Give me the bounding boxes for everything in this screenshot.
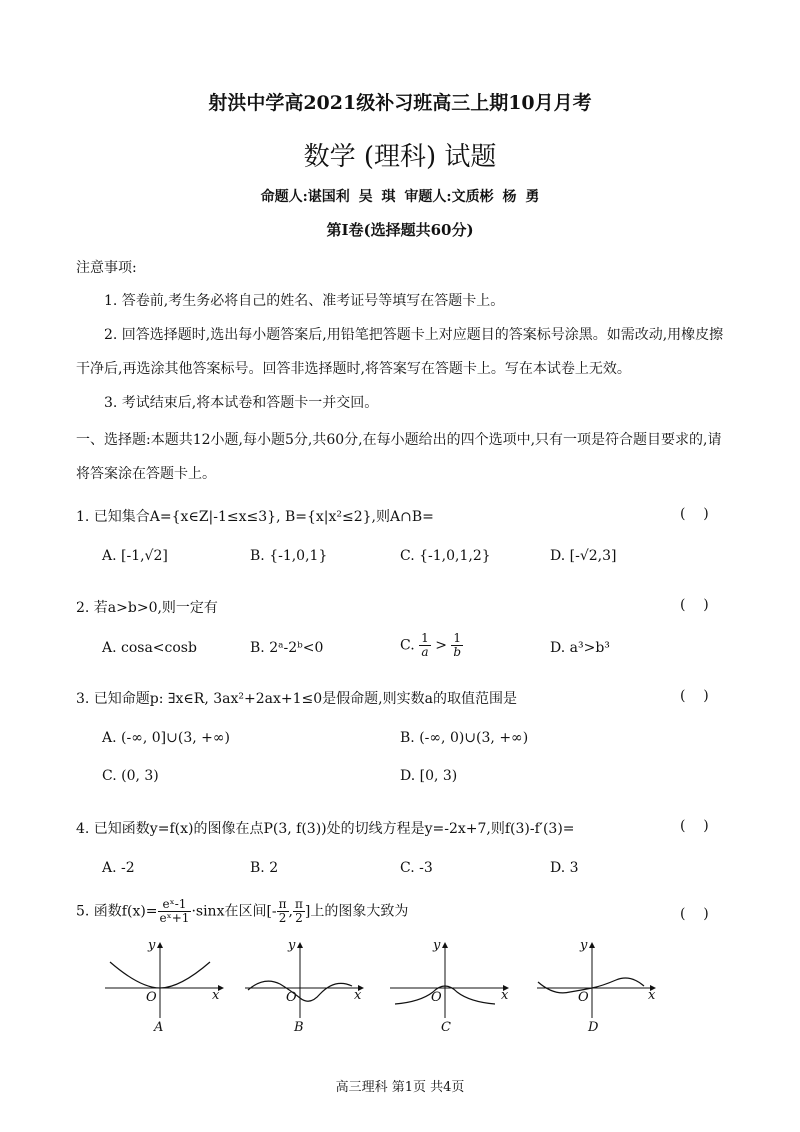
q5-graph-a bbox=[100, 940, 230, 1040]
q1-option-d: D. [-√2,3] bbox=[550, 548, 617, 564]
graph-b-svg bbox=[240, 940, 370, 1020]
q5-answer-paren: ( ) bbox=[680, 906, 709, 922]
exam-title: 射洪中学高2021级补习班高三上期10月月考 bbox=[208, 92, 592, 114]
frac-num: eˣ-1 bbox=[158, 898, 192, 912]
q2-answer-paren: ( ) bbox=[680, 597, 709, 613]
q3-option-b: B. (-∞, 0)∪(3, +∞) bbox=[400, 730, 529, 746]
q3-option-c: C. (0, 3) bbox=[102, 768, 159, 784]
q5-fraction bbox=[158, 898, 192, 925]
x-label: x bbox=[648, 988, 656, 1003]
graph-label: B bbox=[294, 1020, 304, 1035]
q5-pi-frac-2 bbox=[293, 898, 305, 925]
graph-label: D bbox=[588, 1020, 599, 1035]
frac-den: a bbox=[421, 645, 429, 659]
q2-option-b: B. 2ᵃ-2ᵇ<0 bbox=[250, 640, 324, 656]
exam-subtitle: 数学 (理科) 试题 bbox=[303, 142, 497, 172]
y-axis-arrow bbox=[157, 942, 163, 948]
q2-option-c-frac1 bbox=[419, 632, 431, 659]
curve bbox=[538, 978, 644, 993]
q2-option-c-frac2 bbox=[451, 632, 463, 659]
q1-option-b: B. {-1,0,1} bbox=[250, 548, 328, 564]
y-axis-arrow bbox=[442, 942, 448, 948]
q5-stem bbox=[76, 898, 408, 925]
q5-stem-sep: , bbox=[288, 903, 293, 920]
y-label: y bbox=[580, 938, 588, 953]
q5-graph-d bbox=[532, 940, 662, 1040]
origin-label: O bbox=[146, 990, 157, 1005]
q2-option-c bbox=[400, 632, 463, 659]
page-footer: 高三理科 第1页 共4页 bbox=[335, 1080, 465, 1095]
note-item-1: 1. 答卷前,考生务必将自己的姓名、准考证号等填写在答题卡上。 bbox=[104, 293, 505, 309]
x-label: x bbox=[354, 988, 362, 1003]
q3-stem: 3. 已知命题p: ∃x∈R, 3ax²+2ax+1≤0是假命题,则实数a的取值范围是 bbox=[76, 691, 517, 707]
graph-a-svg bbox=[100, 940, 230, 1020]
frac-num: π bbox=[295, 897, 303, 911]
graph-label: A bbox=[154, 1020, 164, 1035]
graph-c-svg bbox=[385, 940, 515, 1020]
q2-stem: 2. 若a>b>0,则一定有 bbox=[76, 600, 218, 616]
q1-option-a: A. [-1,√2] bbox=[102, 548, 168, 564]
frac-den: 2 bbox=[295, 911, 303, 925]
part1-intro: 一、选择题:本题共12小题,每小题5分,共60分,在每小题给出的四个选项中,只有一项是符合题目要求的,请将答案涂在答题卡上。 bbox=[76, 432, 722, 482]
origin-label: O bbox=[431, 990, 442, 1005]
q2-option-c-gt: > bbox=[435, 637, 447, 654]
origin-label: O bbox=[578, 990, 589, 1005]
frac-den: b bbox=[453, 645, 462, 659]
q2-option-d: D. a³>b³ bbox=[550, 640, 610, 656]
q5-graph-b bbox=[240, 940, 370, 1040]
q2-option-a: A. cosa<cosb bbox=[102, 640, 197, 656]
note-item-2: 2. 回答选择题时,选出每小题答案后,用铅笔把答题卡上对应题目的答案标号涂黑。如需改动,用橡皮擦干净后,再选涂其他答案标号。回答非选择题时,将答案写在答题卡上。写在本试卷上无效。 bbox=[76, 327, 724, 377]
q4-answer-paren: ( ) bbox=[680, 818, 709, 834]
q5-stem-pre: 5. 函数f(x)= bbox=[76, 903, 158, 920]
notes-heading: 注意事项: bbox=[76, 260, 137, 276]
frac-num: π bbox=[278, 897, 287, 911]
q5-graph-c bbox=[385, 940, 515, 1040]
q3-option-d: D. [0, 3) bbox=[400, 768, 458, 784]
q5-stem-post: ]上的图象大致为 bbox=[304, 903, 409, 920]
frac-num: 1 bbox=[451, 632, 463, 646]
authors-line: 命题人:谌国利 吴 琪 审题人:文质彬 杨 勇 bbox=[260, 189, 540, 205]
frac-den: 2 bbox=[278, 911, 287, 925]
q5-stem-mid: ·sinx在区间[- bbox=[191, 903, 277, 920]
frac-den: eˣ+1 bbox=[159, 911, 190, 925]
q1-stem: 1. 已知集合A={x∈Z|-1≤x≤3}, B={x|x²≤2},则A∩B= bbox=[76, 509, 434, 525]
x-label: x bbox=[501, 988, 509, 1003]
frac-num: 1 bbox=[421, 631, 429, 645]
y-label: y bbox=[288, 938, 296, 953]
q4-option-d: D. 3 bbox=[550, 860, 579, 876]
q4-stem: 4. 已知函数y=f(x)的图像在点P(3, f(3))处的切线方程是y=-2x+7,则f(3)-f′(3)= bbox=[76, 821, 575, 837]
origin-label: O bbox=[286, 990, 297, 1005]
q2-option-c-prefix: C. bbox=[400, 637, 420, 654]
graph-d-svg bbox=[532, 940, 662, 1020]
q4-option-c: C. -3 bbox=[400, 860, 433, 876]
y-label: y bbox=[148, 938, 156, 953]
q3-option-a: A. (-∞, 0]∪(3, +∞) bbox=[102, 730, 230, 746]
section-title: 第Ⅰ卷(选择题共60分) bbox=[326, 221, 474, 239]
graph-label: C bbox=[441, 1020, 451, 1035]
q4-option-b: B. 2 bbox=[250, 860, 279, 876]
y-axis-arrow bbox=[297, 942, 303, 948]
x-label: x bbox=[212, 988, 220, 1003]
q5-pi-frac-1 bbox=[277, 898, 289, 925]
q1-answer-paren: ( ) bbox=[680, 506, 709, 522]
q1-option-c: C. {-1,0,1,2} bbox=[400, 548, 491, 564]
y-axis-arrow bbox=[589, 942, 595, 948]
y-label: y bbox=[433, 938, 441, 953]
q4-option-a: A. -2 bbox=[102, 860, 135, 876]
note-item-3: 3. 考试结束后,将本试卷和答题卡一并交回。 bbox=[104, 395, 379, 411]
q3-answer-paren: ( ) bbox=[680, 688, 709, 704]
